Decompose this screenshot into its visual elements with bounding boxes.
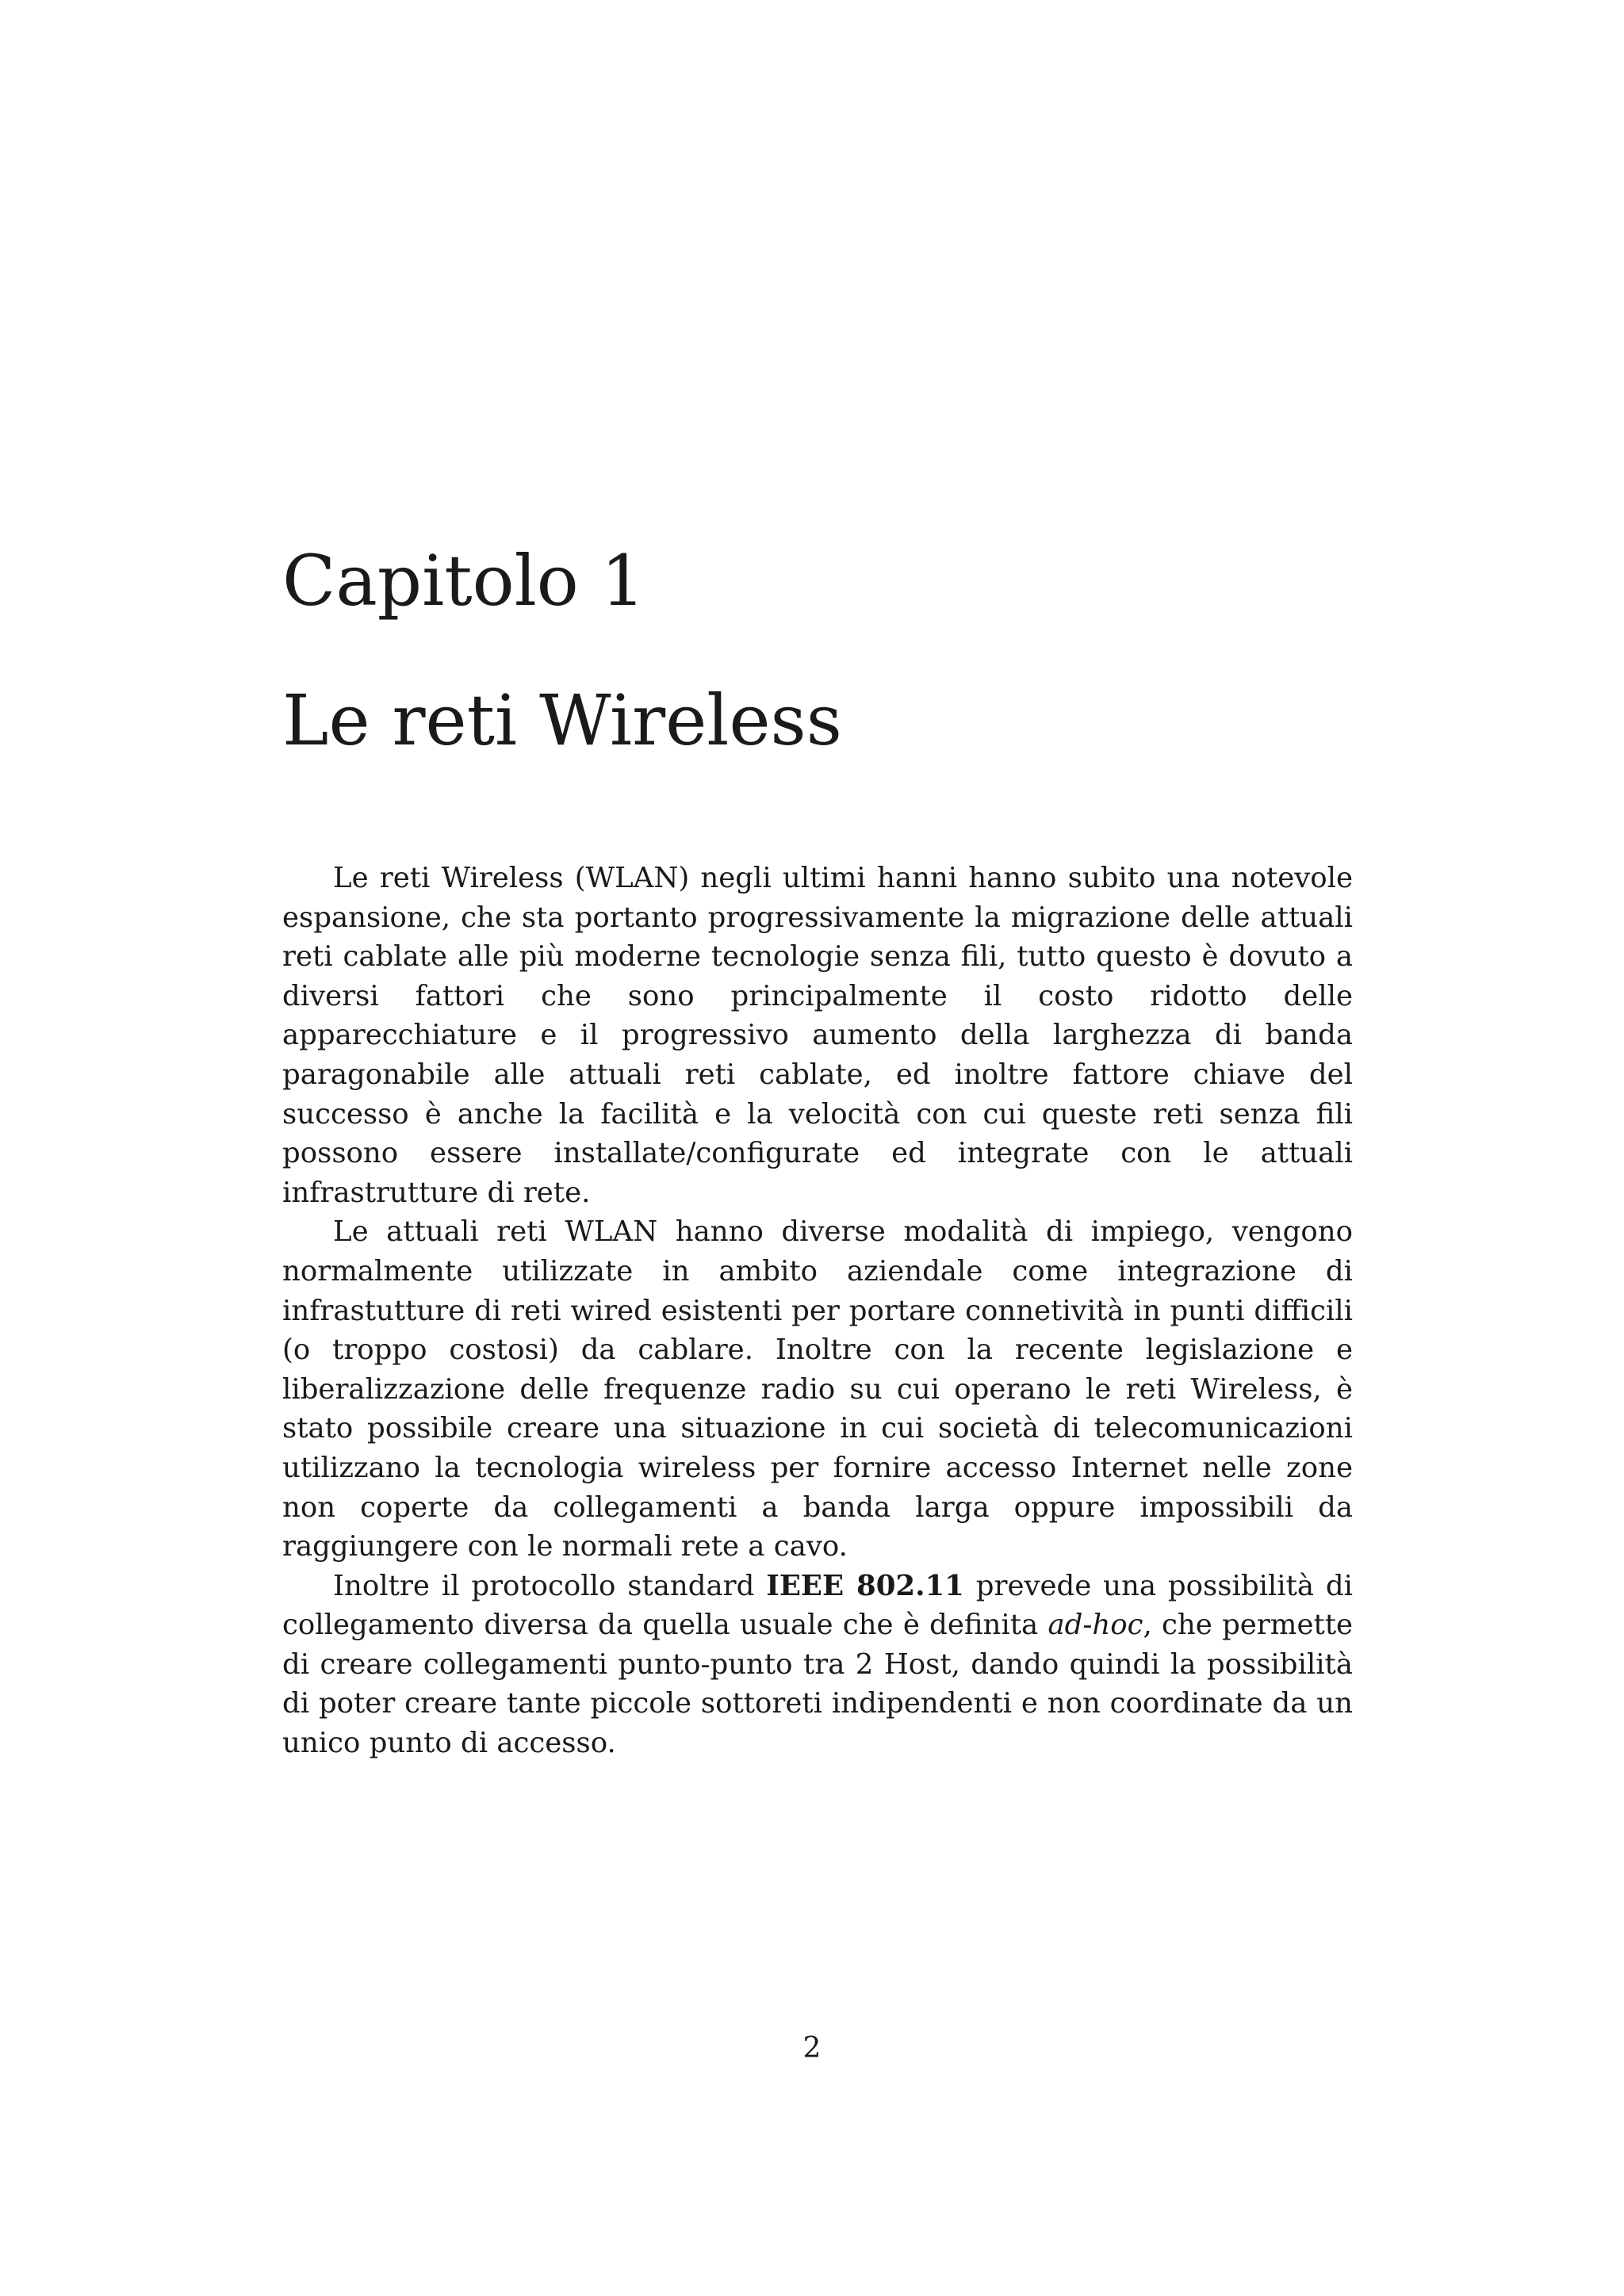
paragraph-1: Le reti Wireless (WLAN) negli ultimi hanni hanno subito una notevole espansione, che sta portanto progressivamente la migrazione delle attuali reti cablate alle più moderne tecnologie senza fili, tutto questo è dovuto a diversi fattori che sono principalmente il costo ridotto delle apparecchiature e il progressivo aumento della larghezza di banda paragonabile alle attuali reti cablate, ed inoltre fattore chiave del successo è anche la facilità e la velocità con cui queste reti senza fili possono essere installate/configurate ed integrate con le attuali infrastrutture di rete. [282,862,1353,1209]
body-text [282,859,1353,1763]
ad-hoc-term: ad-hoc [1048,1609,1143,1642]
paragraph-3 [282,1567,1353,1763]
paragraph-3-middle: prevede una possibilità di collegamento diversa da quella usuale che è definita [282,1569,1353,1642]
paragraph-3-end: , che permette di creare collegamenti punto-punto tra 2 Host, dando quindi la possibilità di poter creare tante piccole sottoreti indipendenti e non coordinate da un unico punto di accesso. [282,1609,1353,1760]
standard-name: IEEE 802.11 [766,1569,964,1602]
page-number: 2 [802,2032,822,2064]
paragraph-3-intro: Inoltre il protocollo standard [333,1569,767,1602]
chapter-title: Le reti Wireless [282,679,842,761]
paragraph-2: Le attuali reti WLAN hanno diverse modalità di impiego, vengono normalmente utilizzate in ambito aziendale come integrazione di infrastutture di reti wired esistenti per portare connetività in punti difficili (o troppo costosi) da cablare. Inoltre con la recente legislazione e liberalizzazione delle frequenze radio su cui operano le reti Wireless, è stato possibile creare una situazione in cui società di telecomunicazioni utilizzano la tecnologia wireless per fornire accesso Internet nelle zone non coperte da collegamenti a banda larga oppure impossibili da raggiungere con le normali rete a cavo. [282,1215,1353,1563]
chapter-label: Capitolo 1 [282,540,645,622]
